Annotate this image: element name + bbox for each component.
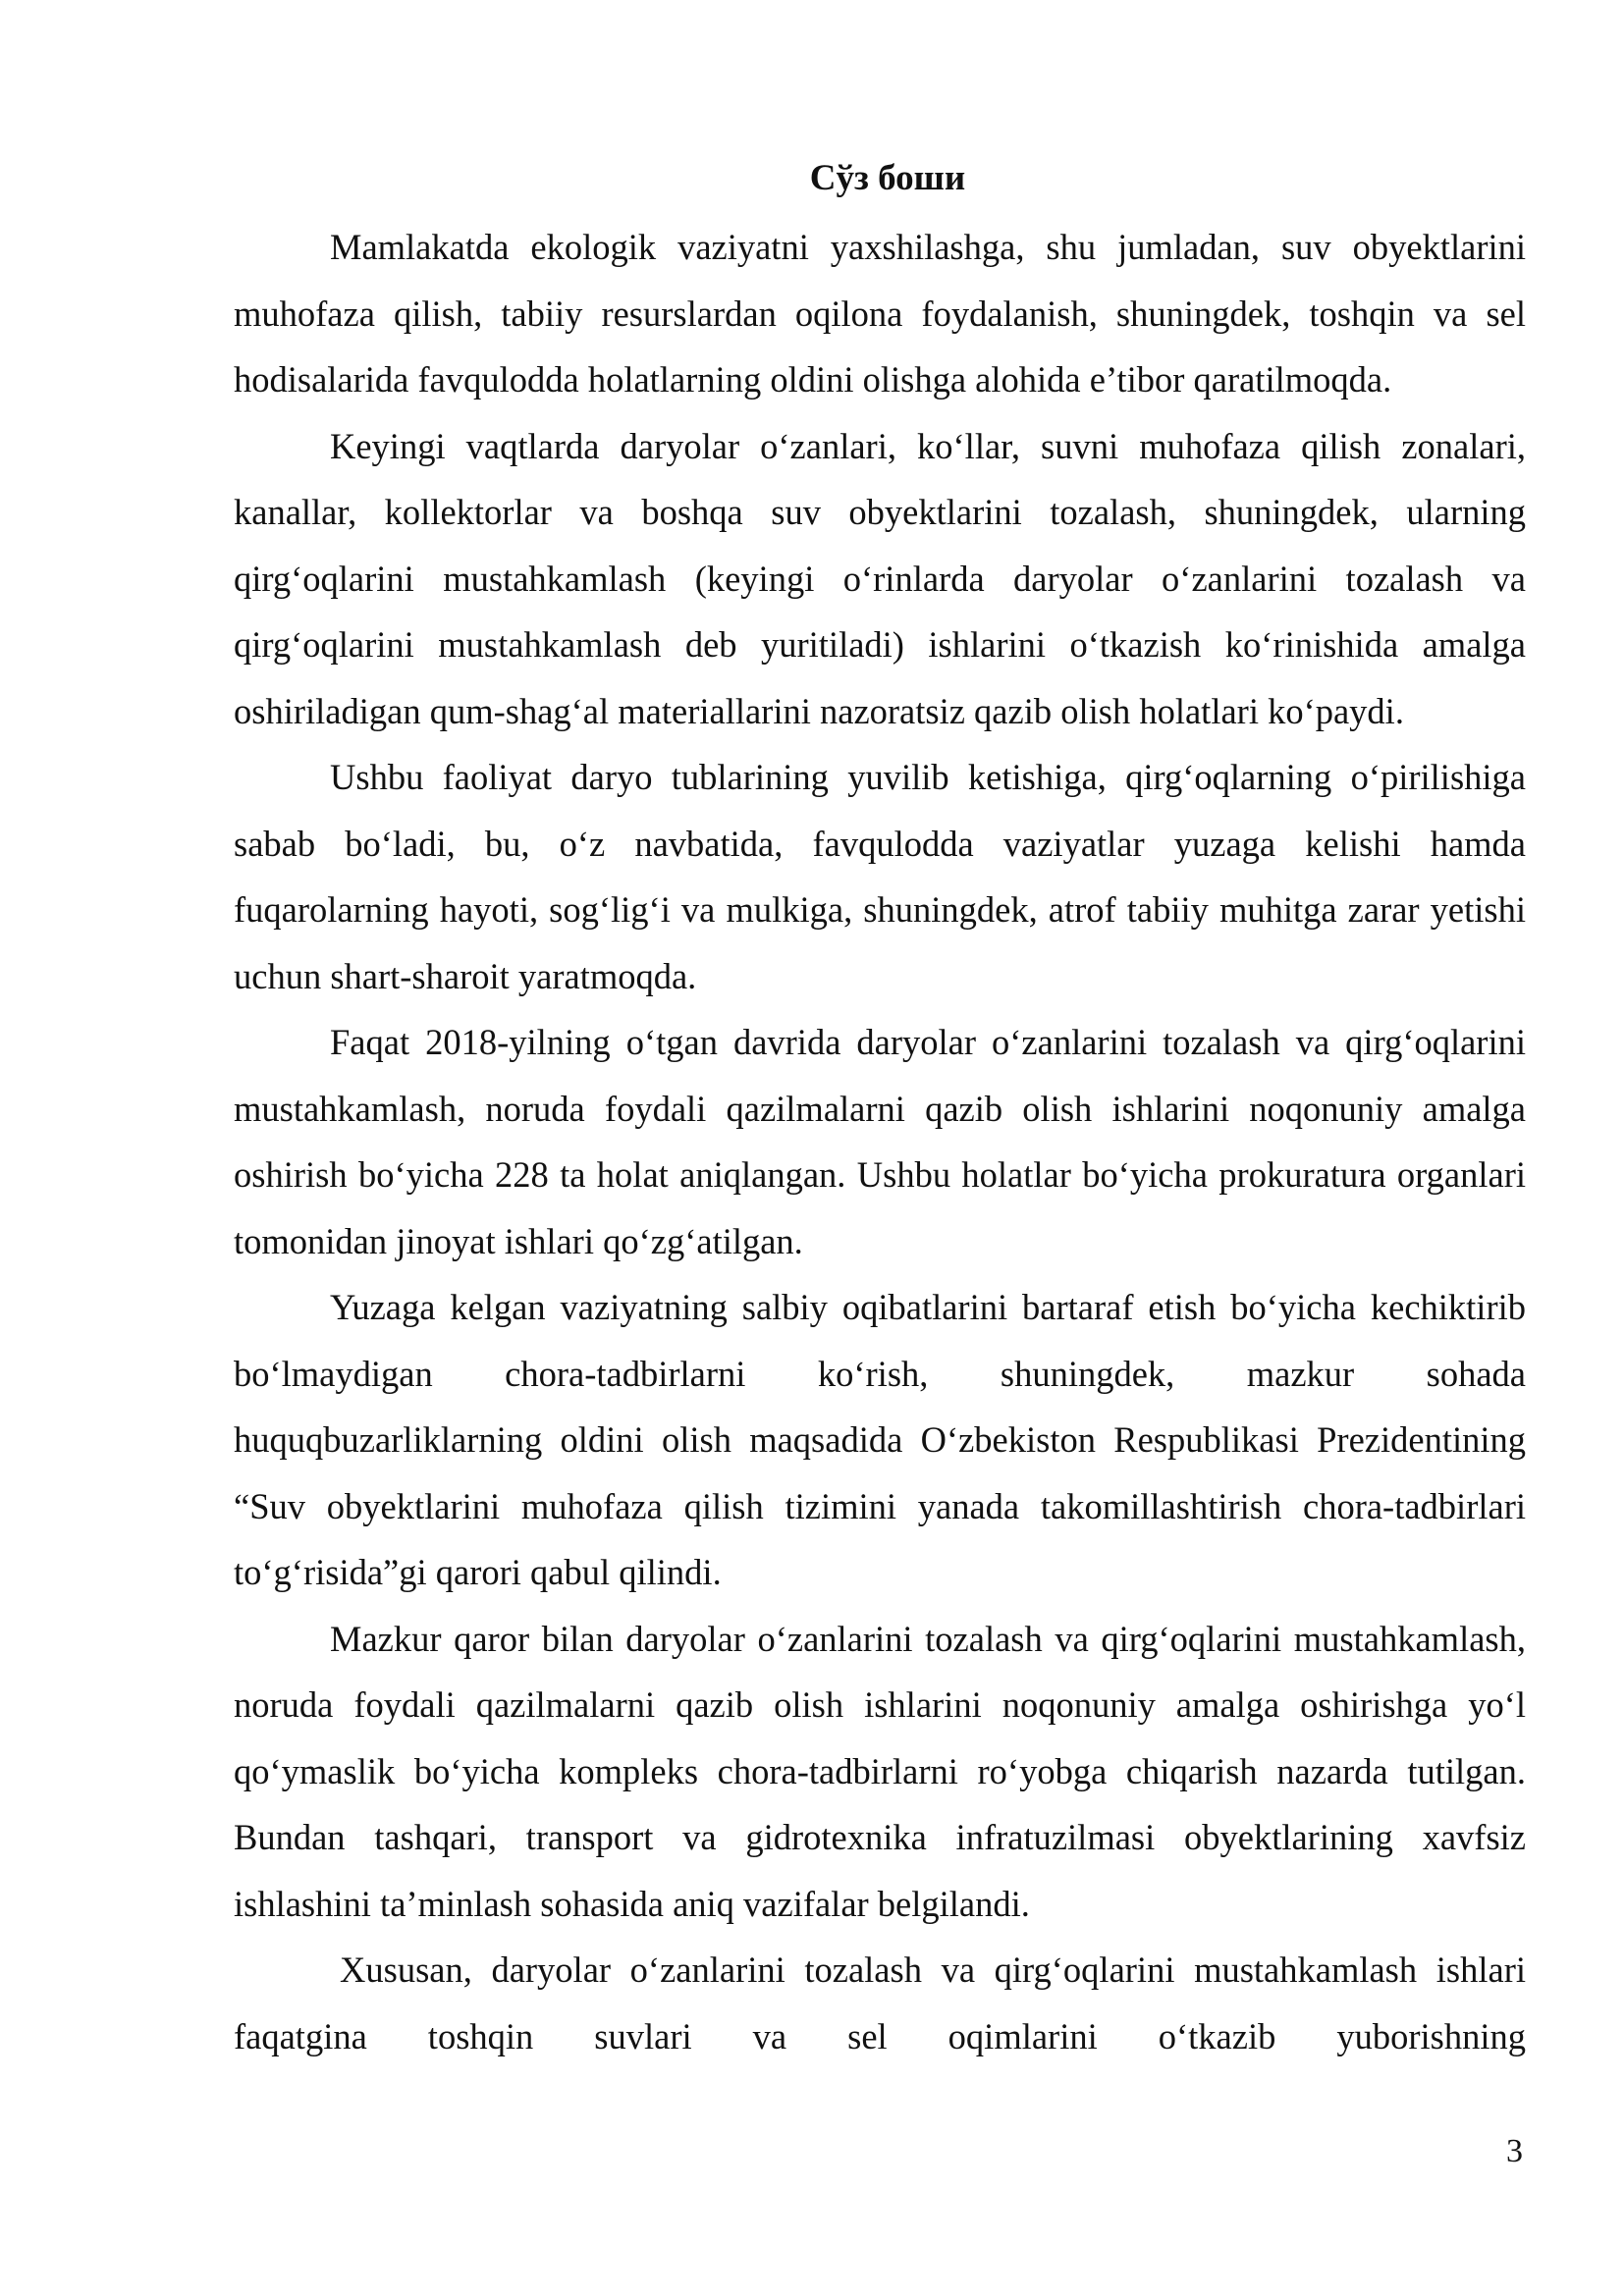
paragraph-5: Yuzaga kelgan vaziyatning salbiy oqibatlarini bartaraf etish bo‘yicha kechiktirib bo‘lmaydigan chora-tadbirlarni ko‘rish, shuningdek, mazkur sohada huquqbuzarliklarning oldini olish maqsadida O‘zbekiston Respublikasi Prezidentining “Suv obyektlarini muhofaza qilish tizimini yanada takomillashtirish chora-tadbirlari to‘g‘risida”gi qarori qabul qilindi. [234,1287,1526,1592]
paragraph-2: Keyingi vaqtlarda daryolar o‘zanlari, ko‘llar, suvni muhofaza qilish zonalari, kanallar, kollektorlar va boshqa suv obyektlarini tozalash, shuningdek, ularning qirg‘oqlarini mustahkamlash (keyingi o‘rinlarda daryolar o‘zanlarini tozalash va qirg‘oqlarini mustahkamlash deb yuritiladi) ishlarini o‘tkazish ko‘rinishida amalga oshiriladigan qum-shag‘al materiallarini nazoratsiz qazib olish holatlari ko‘paydi. [234,425,1526,731]
paragraph-6: Mazkur qaror bilan daryolar o‘zanlarini tozalash va qirg‘oqlarini mustahkamlash, noruda foydali qazilmalarni qazib olish ishlarini noqonuniy amalga oshirishga yo‘l qo‘ymaslik bo‘yicha kompleks chora-tadbirlarni ro‘yobga chiqarish nazarda tutilgan. Bundan tashqari, transport va gidrotexnika infratuzilmasi obyektlarining xavfsiz ishlashini ta’minlash sohasida aniq vazifalar belgilandi. [234,1618,1526,1924]
paragraph-3: Ushbu faoliyat daryo tublarining yuvilib ketishiga, qirg‘oqlarning o‘pirilishiga sabab bo‘ladi, bu, o‘z navbatida, favqulodda vaziyatlar yuzaga kelishi hamda fuqarolarning hayoti, sog‘lig‘i va mulkiga, shuningdek, atrof tabiiy muhitga zarar yetishi uchun shart-sharoit yaratmoqda. [234,757,1526,996]
document-page [234,157,1526,2069]
paragraph-1: Mamlakatda ekologik vaziyatni yaxshilashga, shu jumladan, suv obyektlarini muhofaza qilish, tabiiy resurslardan oqilona foydalanish, shuningdek, toshqin va sel hodisalarida favqulodda holatlarning oldini olishga alohida e’tibor qaratilmoqda. [234,227,1526,400]
paragraph-7: Xususan, daryolar o‘zanlarini tozalash va qirg‘oqlarini mustahkamlash ishlari faqatgina toshqin suvlari va sel oqimlarini o‘tkazib yuborishning [234,1949,1526,2056]
paragraph-4: Faqat 2018-yilning o‘tgan davrida daryolar o‘zanlarini tozalash va qirg‘oqlarini mustahkamlash, noruda foydali qazilmalarni qazib olish ishlarini noqonuniy amalga oshirish bo‘yicha 228 ta holat aniqlangan. Ushbu holatlar bo‘yicha prokuratura organlari tomonidan jinoyat ishlari qo‘zg‘atilgan. [234,1022,1526,1261]
page-title: Сўз боши [809,158,966,198]
page-number: 3 [1506,2133,1523,2169]
